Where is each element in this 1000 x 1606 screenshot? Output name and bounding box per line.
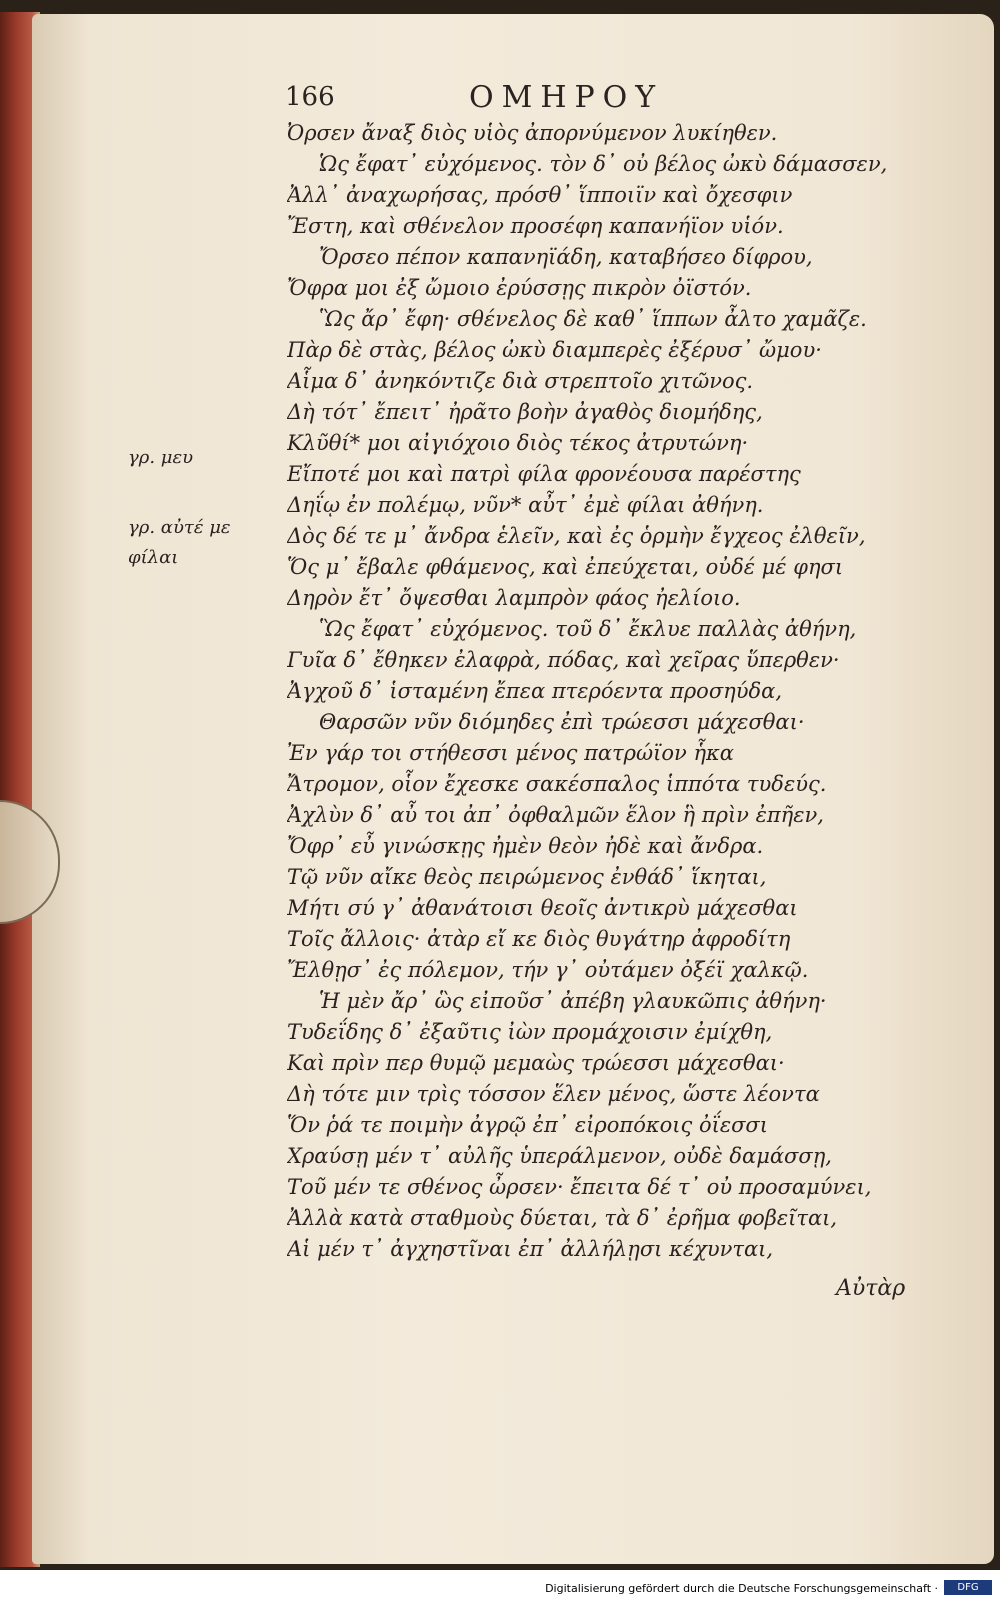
running-title: ΟΜΗΡΟΥ [469,80,664,115]
verse-line: Ὣς ἄρ᾽ ἔφη· σθένελος δὲ καθ᾽ ἵππων ἆλτο χαμᾶζε. [319,307,867,331]
page-header [285,82,685,116]
verse-line: Μήτι σύ γ᾽ ἀθανάτοισι θεοῖς ἀντικρὺ μάχεσθαι [287,896,798,920]
verse-line: Κλῦθί* μοι αἰγιόχοιο διὸς τέκος ἀτρυτώνη· [287,431,749,455]
verse-line: Αἱ μέν τ᾽ ἀγχηστῖναι ἐπ᾽ ἀλλήλῃσι κέχυνται, [287,1237,774,1261]
verse-block [287,118,937,1265]
verse-line: Τοῖς ἄλλοις· ἀτὰρ εἴ κε διὸς θυγάτηρ ἀφροδίτη [287,927,791,951]
verse-line: Ὡς ἔφατ᾽ εὐχόμενος. τὸν δ᾽ οὐ βέλος ὠκὺ δάμασσεν, [319,152,888,176]
verse-line: Ἔλθῃσ᾽ ἐς πόλεμον, τήν γ᾽ οὐτάμεν ὀξέϊ χαλκῷ. [287,958,809,982]
verse-line: Τυδεΐδης δ᾽ ἐξαῦτις ἰὼν προμάχοισιν ἐμίχθη, [287,1020,773,1044]
catchword: Αὐτὰρ [836,1276,906,1301]
verse-line: Θαρσῶν νῦν διόμηδες ἐπὶ τρώεσσι μάχεσθαι· [319,710,805,734]
verse-line: Αἷμα δ᾽ ἀνηκόντιζε διὰ στρεπτοῖο χιτῶνος. [287,369,754,393]
margin-note: φίλαι [128,547,179,568]
verse-line: Ὅς μ᾽ ἔβαλε φθάμενος, καὶ ἐπεύχεται, οὐδέ μέ φησι [287,555,844,579]
verse-line: Δὸς δέ τε μ᾽ ἄνδρα ἑλεῖν, καὶ ἐς ὁρμὴν ἔγχεος ἐλθεῖν, [287,524,866,548]
page-number: 166 [285,82,335,112]
verse-line: Δηΐῳ ἐν πολέμῳ, νῦν* αὖτ᾽ ἐμὲ φίλαι ἀθήνη. [287,493,764,517]
footer [0,1570,1000,1606]
verse-line: Ἄτρομον, οἷον ἔχεσκε σακέσπαλος ἱππότα τυδεύς. [287,772,827,796]
footer-credit: Digitalisierung gefördert durch die Deutsche Forschungsgemeinschaft · [545,1582,938,1595]
verse-line: Χραύσῃ μέν τ᾽ αὐλῆς ὑπεράλμενον, οὐδὲ δαμάσσῃ, [287,1144,832,1168]
verse-line: Τῷ νῦν αἴκε θεὸς πειρώμενος ἐνθάδ᾽ ἵκηται, [287,865,767,889]
verse-line: Ἐν γάρ τοι στήθεσσι μένος πατρώϊον ἧκα [287,741,734,765]
verse-line: Ἀλλ᾽ ἀναχωρήσας, πρόσθ᾽ ἵπποιϊν καὶ ὄχεσφιν [287,183,793,207]
verse-line: Ἀχλὺν δ᾽ αὖ τοι ἀπ᾽ ὀφθαλμῶν ἕλον ἣ πρὶν ἐπῆεν, [287,803,824,827]
verse-line: Δὴ τότε μιν τρὶς τόσσον ἕλεν μένος, ὥστε λέοντα [287,1082,820,1106]
verse-line: Εἴποτέ μοι καὶ πατρὶ φίλα φρονέουσα παρέστης [287,462,801,486]
verse-line: Δηρὸν ἔτ᾽ ὄψεσθαι λαμπρὸν φάος ἠελίοιο. [287,586,741,610]
verse-line: Γυῖα δ᾽ ἔθηκεν ἐλαφρὰ, πόδας, καὶ χεῖρας ὕπερθεν· [287,648,840,672]
verse-line: Τοῦ μέν τε σθένος ὦρσεν· ἔπειτα δέ τ᾽ οὐ προσαμύνει, [287,1175,872,1199]
verse-line: Δὴ τότ᾽ ἔπειτ᾽ ἠρᾶτο βοὴν ἀγαθὸς διομήδης, [287,400,763,424]
verse-line: Ἀλλὰ κατὰ σταθμοὺς δύεται, τὰ δ᾽ ἐρῆμα φοβεῖται, [287,1206,838,1230]
verse-line: Ὣς ἔφατ᾽ εὐχόμενος. τοῦ δ᾽ ἔκλυε παλλὰς ἀθήνη, [319,617,857,641]
margin-note: γρ. αὐτέ με [128,517,231,538]
verse-line: Ὄφρ᾽ εὖ γινώσκῃς ἠμὲν θεὸν ἠδὲ καὶ ἄνδρα. [287,834,764,858]
verse-line: Καὶ πρὶν περ θυμῷ μεμαὼς τρώεσσι μάχεσθαι· [287,1051,785,1075]
verse-line: Ὄφρα μοι ἐξ ὤμοιο ἐρύσσῃς πικρὸν ὀϊστόν. [287,276,752,300]
verse-line: Ὀρσεν ἄναξ διὸς υἱὸς ἀπορνύμενον λυκίηθεν. [287,121,778,145]
verse-line: Πὰρ δὲ στὰς, βέλος ὠκὺ διαμπερὲς ἐξέρυσ᾽ ὤμου· [287,338,822,362]
verse-line: Ἀγχοῦ δ᾽ ἱσταμένη ἔπεα πτερόεντα προσηύδα, [287,679,783,703]
verse-line: Ἔστη, καὶ σθένελον προσέφη καπανήϊον υἱόν. [287,214,784,238]
verse-line: Ὄρσεο πέπον καπανηϊάδη, καταβήσεο δίφρου, [319,245,813,269]
verse-line: Ὅν ῥά τε ποιμὴν ἀγρῷ ἐπ᾽ εἰροπόκοις ὀΐεσσι [287,1113,768,1137]
margin-note: γρ. μευ [128,447,194,468]
dfg-logo-icon: DFG [944,1580,992,1595]
verse-line: Ἡ μὲν ἄρ᾽ ὣς εἰποῦσ᾽ ἀπέβη γλαυκῶπις ἀθήνη· [319,989,827,1013]
